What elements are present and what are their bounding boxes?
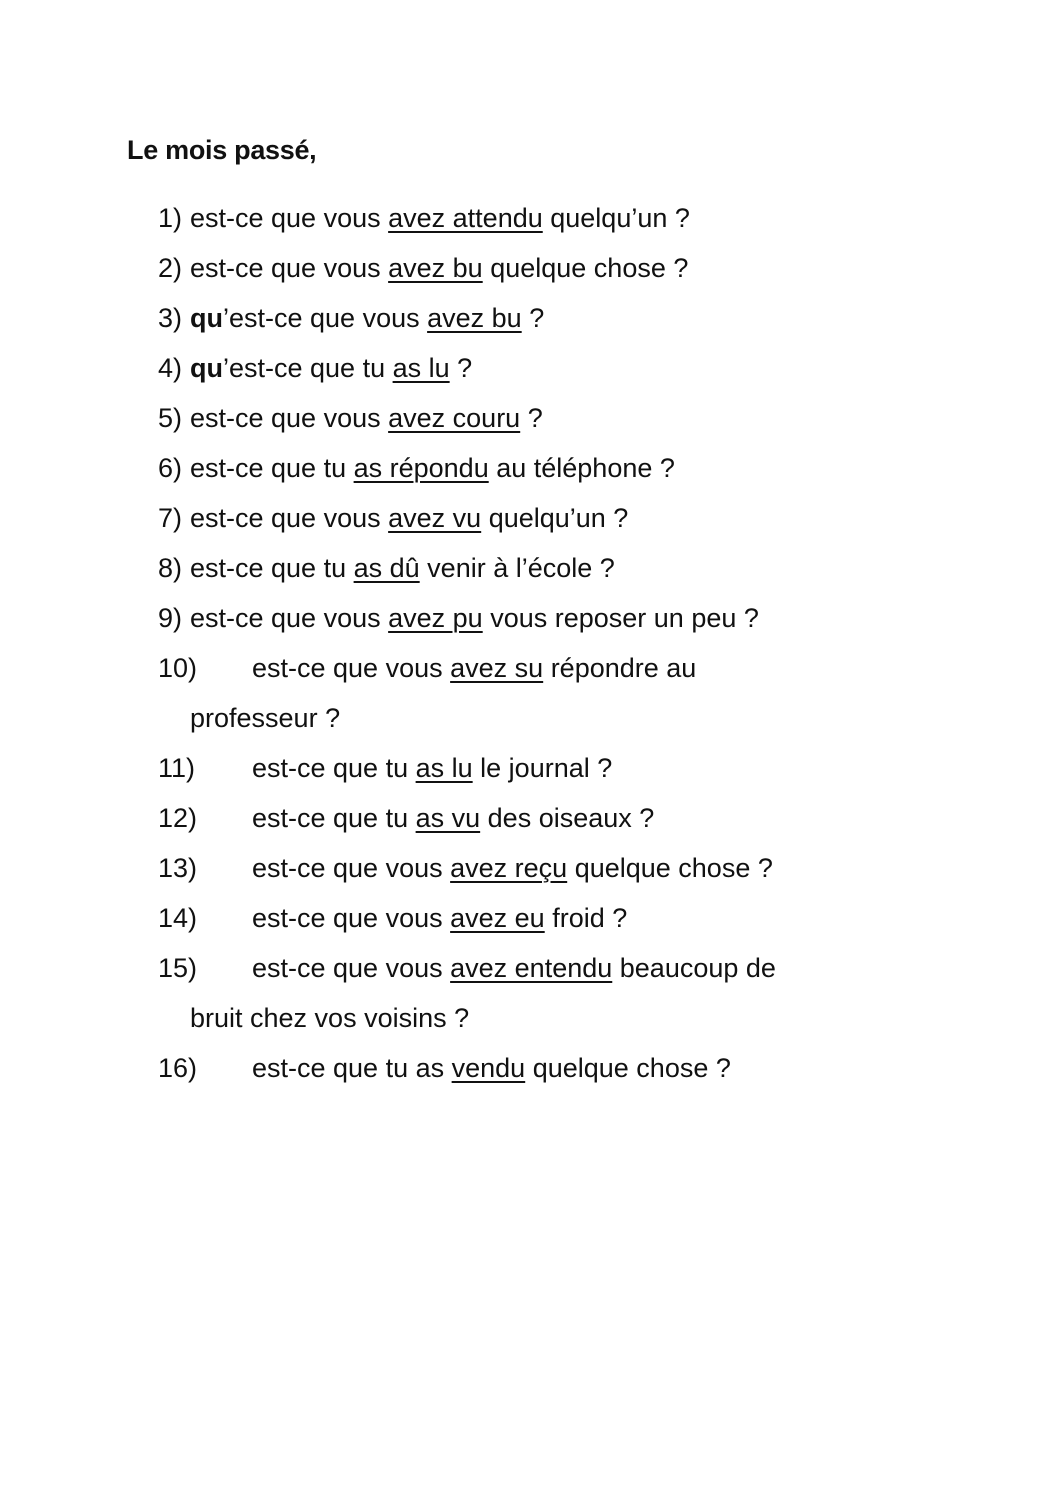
question-suffix: vous reposer un peu ? [482, 603, 759, 633]
question-prefix: est-ce que tu [252, 803, 416, 833]
question-item [0, 596, 1058, 646]
question-number: 5) [158, 403, 183, 433]
question-prefix: est-ce que vous [190, 603, 389, 633]
question-item [0, 646, 1058, 696]
question-word-bold: qu [190, 353, 223, 383]
question-list [0, 196, 1058, 1096]
question-item [0, 346, 1058, 396]
question-text [190, 246, 688, 290]
question-verb-underlined: avez vu [388, 503, 482, 533]
question-prefix: est-ce que vous [190, 503, 389, 533]
question-prefix: ’est-ce que vous [223, 303, 428, 333]
page-heading: Le mois passé, [127, 135, 317, 165]
question-number: 8) [158, 553, 183, 583]
question-item [0, 946, 1058, 996]
question-text [190, 396, 543, 440]
question-suffix: beaucoup de [612, 953, 776, 983]
question-prefix: est-ce que tu [252, 753, 416, 783]
question-prefix: est-ce que vous [252, 903, 451, 933]
question-text [190, 496, 628, 540]
question-suffix: répondre au [543, 653, 697, 683]
question-number: 3) [158, 303, 183, 333]
question-verb-underlined: as répondu [353, 453, 489, 483]
question-prefix: est-ce que vous [252, 953, 451, 983]
question-prefix: est-ce que vous [252, 653, 451, 683]
question-number: 2) [158, 253, 183, 283]
question-text [190, 546, 615, 590]
question-item [0, 896, 1058, 946]
question-text [252, 846, 773, 890]
question-verb-underlined: avez couru [388, 403, 521, 433]
question-continuation: bruit chez vos voisins ? [190, 1003, 470, 1033]
question-number: 12) [158, 803, 198, 833]
question-continuation-line [0, 996, 1058, 1046]
question-number: 6) [158, 453, 183, 483]
question-number: 9) [158, 603, 183, 633]
question-item [0, 846, 1058, 896]
question-text [252, 746, 612, 790]
question-verb-underlined: avez entendu [450, 953, 613, 983]
question-prefix: est-ce que tu as [252, 1053, 452, 1083]
question-number: 10) [158, 653, 198, 683]
question-continuation: professeur ? [190, 703, 341, 733]
question-verb-underlined: avez reçu [450, 853, 568, 883]
question-number: 16) [158, 1053, 198, 1083]
question-suffix: ? [449, 353, 473, 383]
question-verb-underlined: avez attendu [388, 203, 543, 233]
question-suffix: ? [520, 403, 543, 433]
question-suffix: quelque chose ? [567, 853, 773, 883]
question-number: 11) [158, 753, 196, 783]
question-item [0, 796, 1058, 846]
question-item [0, 296, 1058, 346]
question-prefix: est-ce que tu [190, 453, 354, 483]
question-item [0, 496, 1058, 546]
question-number: 7) [158, 503, 183, 533]
question-prefix: ’est-ce que tu [223, 353, 393, 383]
question-verb-underlined: avez su [450, 653, 544, 683]
question-number: 13) [158, 853, 198, 883]
question-verb-underlined: as lu [415, 753, 473, 783]
question-text [252, 796, 654, 840]
question-suffix: ? [521, 303, 545, 333]
question-number: 1) [158, 203, 183, 233]
question-verb-underlined: avez pu [388, 603, 483, 633]
question-prefix: est-ce que vous [190, 253, 389, 283]
question-suffix: quelqu’un ? [542, 203, 690, 233]
question-number: 4) [158, 353, 183, 383]
question-verb-underlined: as dû [353, 553, 420, 583]
question-item [0, 446, 1058, 496]
question-text [252, 896, 627, 940]
question-text [190, 296, 544, 340]
question-suffix: quelqu’un ? [481, 503, 629, 533]
question-verb-underlined: vendu [451, 1053, 526, 1083]
question-text [190, 596, 759, 640]
question-prefix: est-ce que vous [252, 853, 451, 883]
question-prefix: est-ce que vous [190, 203, 389, 233]
question-continuation-line [0, 696, 1058, 746]
question-text [190, 196, 690, 240]
question-verb-underlined: avez bu [388, 253, 483, 283]
question-item [0, 1046, 1058, 1096]
question-suffix: quelque chose ? [525, 1053, 731, 1083]
question-suffix: froid ? [544, 903, 628, 933]
question-prefix: est-ce que tu [190, 553, 354, 583]
question-prefix: est-ce que vous [190, 403, 389, 433]
question-item [0, 196, 1058, 246]
question-verb-underlined: avez eu [450, 903, 545, 933]
question-suffix: le journal ? [472, 753, 613, 783]
question-suffix: venir à l’école ? [419, 553, 615, 583]
question-suffix: des oiseaux ? [480, 803, 655, 833]
question-verb-underlined: avez bu [427, 303, 522, 333]
question-text [190, 346, 472, 390]
question-item [0, 396, 1058, 446]
question-suffix: au téléphone ? [488, 453, 675, 483]
question-text [252, 646, 696, 690]
question-number: 15) [158, 953, 198, 983]
question-text [252, 946, 776, 990]
question-verb-underlined: as lu [392, 353, 450, 383]
question-item [0, 746, 1058, 796]
question-suffix: quelque chose ? [482, 253, 689, 283]
question-word-bold: qu [190, 303, 223, 333]
question-text [190, 446, 675, 490]
question-item [0, 246, 1058, 296]
question-verb-underlined: as vu [415, 803, 481, 833]
question-text [252, 1046, 731, 1090]
question-item [0, 546, 1058, 596]
question-number: 14) [158, 903, 198, 933]
